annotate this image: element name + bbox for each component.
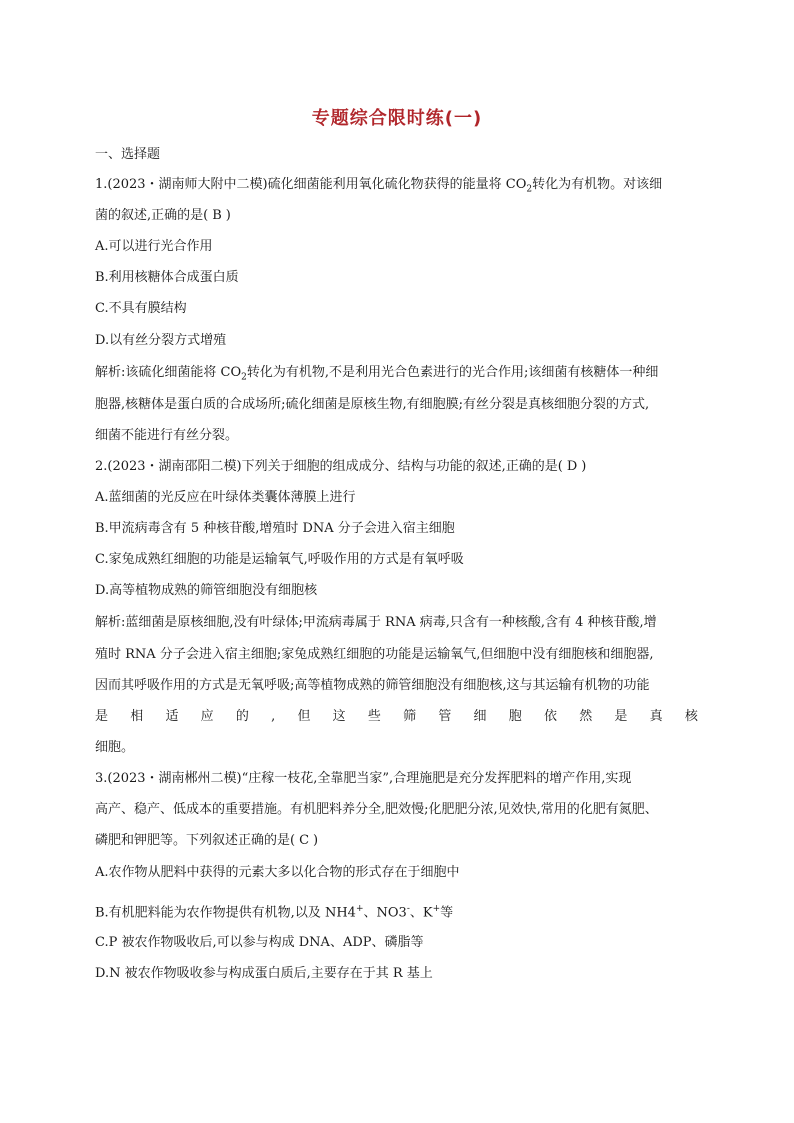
q2-exp4-char: 些 — [367, 709, 381, 724]
q2-exp4-char: 筛 — [403, 709, 417, 724]
q3-nitrate-charge: - — [406, 904, 410, 914]
q3-nitrate-ion: O3 — [387, 905, 407, 921]
q3-stem-line1: 3.(2023・湖南郴州二模)“庄稼一枝花,全靠肥当家”,合理施肥是充分发挥肥料的增产作用,实现 — [95, 771, 632, 786]
q2-exp4-char: 是 — [614, 709, 628, 724]
q2-exp4-char: 的 — [235, 709, 249, 724]
q1-exp-subscript: 2 — [241, 372, 247, 383]
q2-exp4-char: 但 — [297, 709, 311, 724]
q2-exp4-char: 真 — [649, 709, 663, 724]
q2-exp4-char: 依 — [543, 709, 557, 724]
q3-optb-text: B.有机肥料能为农作物提供有机物,以及 N — [95, 905, 337, 921]
q2-stem-text: 2.(2023・湖南邵阳二模)下列关于细胞的组成成分、结构与功能的叙述,正确的是( — [95, 459, 563, 474]
q3-answer: C — [299, 833, 310, 848]
q2-exp4-char: 细 — [473, 709, 487, 724]
q2-explanation-line2: 殖时 RNA 分子会进入宿主细胞;家兔成熟红细胞的功能是运输氧气,但细胞中没有细胞核和细胞器, — [95, 647, 654, 662]
q1-stem-text-end: 转化为有机物。对该细 — [532, 177, 663, 192]
q3-ammonium-charge: + — [355, 904, 364, 914]
q3-optb-end: 等 — [440, 905, 454, 921]
q1-stem-line1 — [95, 176, 662, 199]
q2-explanation-line5: 细胞。 — [95, 740, 135, 755]
q2-explanation-line4 — [95, 708, 698, 726]
q2-paren-close: ) — [581, 459, 587, 474]
q2-exp4-char: 管 — [438, 709, 452, 724]
q1-explanation-line3: 细菌不能进行有丝分裂。 — [95, 428, 239, 443]
q3-optb-sep: 、N — [363, 905, 388, 921]
q1-stem-line2 — [95, 207, 231, 225]
q1-co2-subscript: 2 — [526, 184, 533, 195]
q3-option-b — [95, 900, 453, 922]
q1-stem-text: 1.(2023・湖南师大附中二模)硫化细菌能利用氧化硫化物获得的能量将 CO — [95, 177, 527, 192]
q1-explanation-line1 — [95, 364, 658, 387]
q2-exp4-char: 核 — [684, 709, 698, 724]
q1-stem-text2: 菌的叙述,正确的是( — [95, 208, 209, 223]
q3-paren-close: ) — [313, 833, 319, 848]
q2-exp4-char: 胞 — [508, 709, 522, 724]
q1-explanation-line2: 胞器,核糖体是蛋白质的合成场所;硫化细菌是原核生物,有细胞膜;有丝分裂是真核细胞分裂的方式, — [95, 397, 650, 412]
q2-option-d: D.高等植物成熟的筛管细胞没有细胞核 — [95, 583, 318, 598]
q2-answer: D — [566, 459, 578, 474]
section-heading: 一、选择题 — [95, 147, 161, 162]
q3-option-d: D.N 被农作物吸收参与构成蛋白质后,主要存在于其 R 基上 — [95, 966, 433, 981]
q3-stem-line2: 高产、稳产、低成本的重要措施。有机肥料养分全,肥效慢;化肥肥分浓,见效快,常用的化肥有氮肥、 — [95, 802, 658, 817]
q1-option-a: A.可以进行光合作用 — [95, 239, 213, 254]
q3-ammonium-ion: H4 — [336, 905, 356, 921]
q2-exp4-char: , — [271, 709, 276, 724]
q3-stem-text3: 磷肥和钾肥等。下列叙述正确的是( — [95, 833, 296, 848]
q2-explanation-line1: 解析:蓝细菌是原核细胞,没有叶绿体;甲流病毒属于 RNA 病毒,只含有一种核酸,含有 4 种核苷酸,增 — [95, 615, 657, 630]
q2-exp4-char: 这 — [332, 709, 346, 724]
q1-option-c: C.不具有膜结构 — [95, 301, 187, 316]
q2-stem — [95, 458, 586, 476]
q3-option-a: A.农作物从肥料中获得的元素大多以化合物的形式存在于细胞中 — [95, 865, 460, 880]
q1-paren-close: ) — [225, 208, 231, 223]
q1-exp-text: 解析:该硫化细菌能将 CO — [95, 365, 242, 380]
q3-potassium-charge: + — [432, 904, 441, 914]
q2-explanation-line3: 因而其呼吸作用的方式是无氧呼吸;高等植物成熟的筛管细胞没有细胞核,这与其运输有机物的功能 — [95, 678, 650, 693]
q3-option-c: C.P 被农作物吸收后,可以参与构成 DNA、ADP、磷脂等 — [95, 935, 424, 950]
page-title: 专题综合限时练(一) — [311, 108, 483, 129]
q2-exp4-char: 适 — [165, 709, 179, 724]
q3-stem-line3 — [95, 832, 318, 850]
q2-option-c: C.家兔成熟红细胞的功能是运输氧气,呼吸作用的方式是有氧呼吸 — [95, 552, 464, 567]
q1-answer: B — [212, 208, 222, 223]
q2-exp4-char: 是 — [95, 709, 109, 724]
q2-exp4-char: 相 — [130, 709, 144, 724]
q3-optb-sep2: 、K — [409, 905, 433, 921]
q2-option-b: B.甲流病毒含有 5 种核苷酸,增殖时 DNA 分子会进入宿主细胞 — [95, 521, 455, 536]
q2-exp4-char: 应 — [200, 709, 214, 724]
q1-option-b: B.利用核糖体合成蛋白质 — [95, 270, 239, 285]
q1-option-d: D.以有丝分裂方式增殖 — [95, 333, 227, 348]
q1-exp-text-end: 转化为有机物,不是利用光合色素进行的光合作用;该细菌有核糖体一种细 — [246, 365, 659, 380]
q2-option-a: A.蓝细菌的光反应在叶绿体类囊体薄膜上进行 — [95, 490, 356, 505]
q2-exp4-char: 然 — [579, 709, 593, 724]
